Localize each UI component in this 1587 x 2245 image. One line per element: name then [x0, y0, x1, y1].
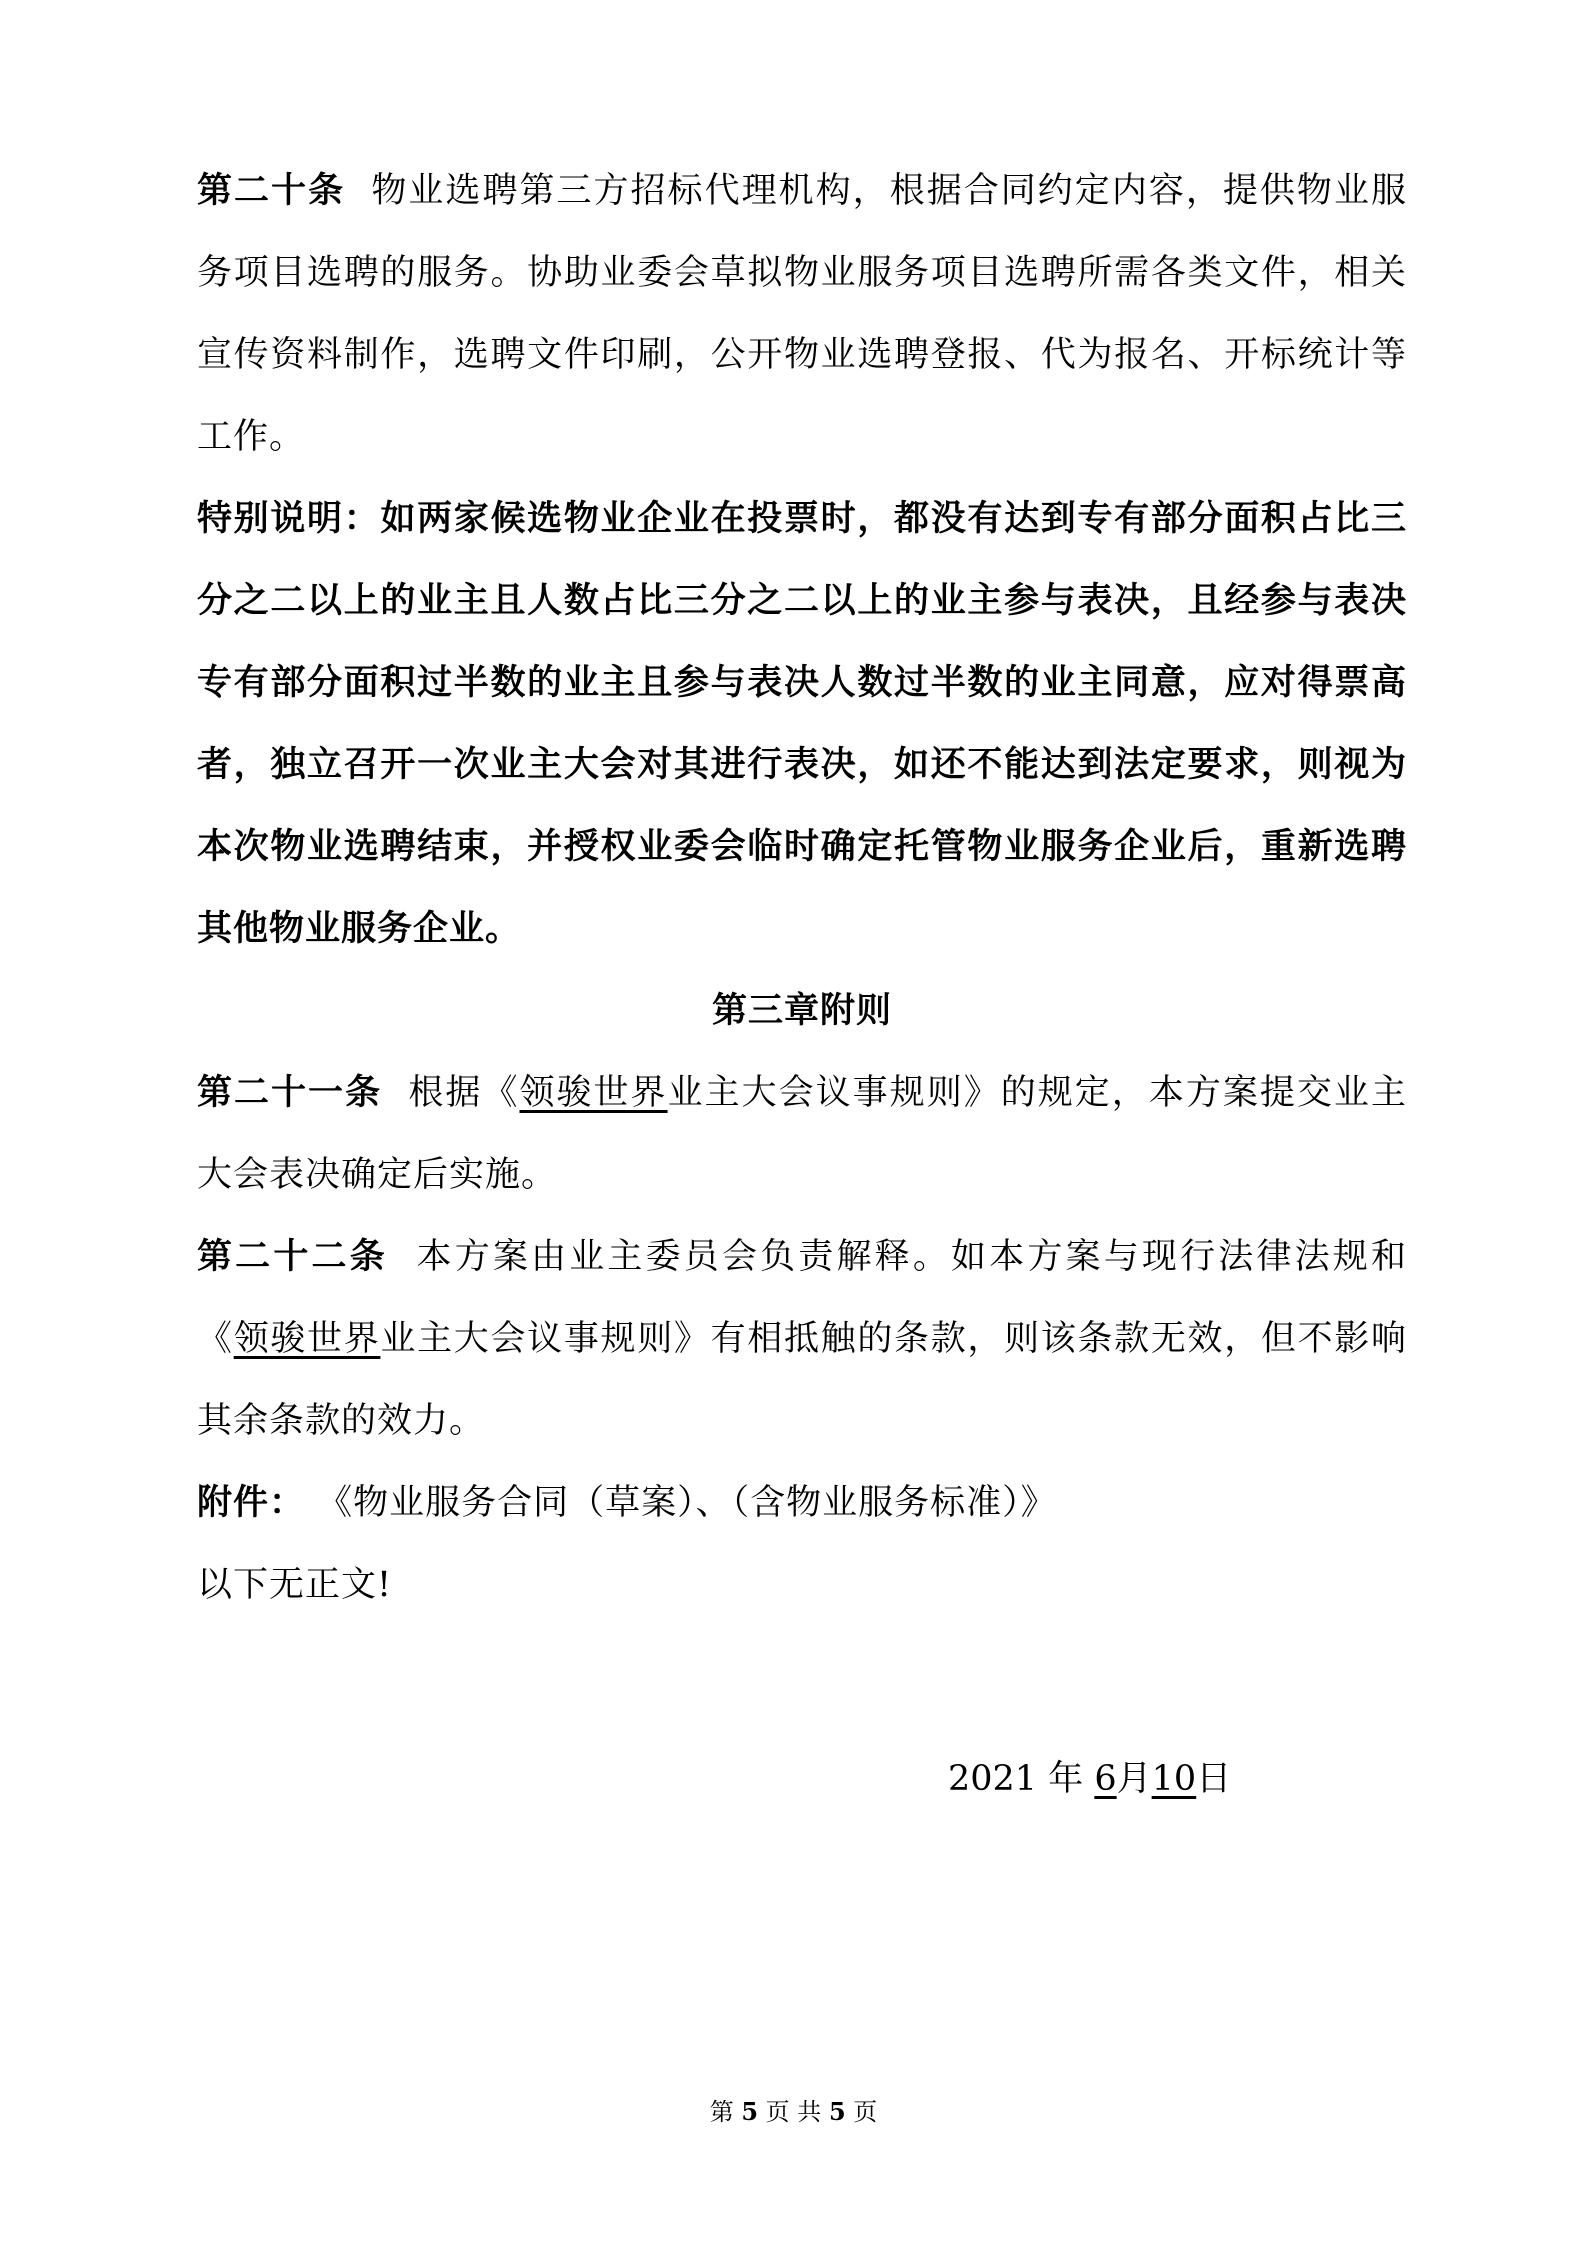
attachment — [197, 1462, 1407, 1544]
article-21-label: 第二十一条 — [197, 1072, 383, 1113]
date-day: 10 — [1151, 1759, 1197, 1799]
footer-pre: 第 — [709, 2098, 742, 2126]
special-note-text: 如两家候选物业企业在投票时，都没有达到专有部分面积占比三分之二以上的业主且人数占比三分之二以上的业主参与表决，且经参与表决专有部分面积过半数的业主且参与表决人数过半数的业主同意，应对得票高者，独立召开一次业主大会对其进行表决，如还不能达到法定要求，则视为本次物业选聘结束，并授权业委会临时确定托管物业服务企业后，重新选聘其他物业服务企业。 — [197, 498, 1407, 949]
article-22-text1: 本方案由业主委员会负责解释。如本方案与现行法律法规和 — [416, 1237, 1407, 1277]
special-note-label: 特别说明： — [197, 498, 381, 539]
document-date — [948, 1738, 1231, 1820]
article-20-text: 物业选聘第三方招标代理机构，根据合同约定内容，提供物业服务项目选聘的服务。协助业委会草拟物业服务项目选聘所需各类文件，相关宣传资料制作，选聘文件印刷，公开物业选聘登报、代为报名、开标统计等工作。 — [197, 171, 1407, 457]
article-21 — [197, 1052, 1407, 1216]
article-22 — [197, 1216, 1407, 1462]
article-22-label: 第二十二条 — [197, 1236, 388, 1277]
article-21-post: 业主大会议事规则》的规定，本方案提交业主大会表决确定后实施。 — [197, 1073, 1407, 1195]
article-21-pre: 根据《 — [408, 1073, 520, 1113]
article-22-pre: 《 — [197, 1319, 234, 1359]
footer-page-number: 5 — [741, 2097, 759, 2126]
footer-mid: 页 共 — [758, 2098, 829, 2126]
chapter-heading: 第三章附则 — [711, 990, 892, 1031]
article-21-community-name: 领骏世界 — [519, 1073, 668, 1113]
attachment-text: 《物业服务合同（草案）、（含物业服务标准）》 — [317, 1483, 1057, 1523]
footer-post: 页 — [845, 2098, 878, 2126]
footer-total-pages: 5 — [828, 2097, 846, 2126]
date-year-unit: 年 — [1037, 1759, 1095, 1799]
article-20 — [197, 150, 1407, 478]
attachment-label: 附件： — [197, 1482, 306, 1523]
date-day-unit: 日 — [1196, 1759, 1232, 1799]
document-body — [197, 150, 1407, 1626]
article-22-post: 业主大会议事规则》有相抵触的条款，则该条款无效，但不影响其余条款的效力。 — [197, 1319, 1407, 1441]
end-note: 以下无正文! — [197, 1565, 393, 1605]
date-month-unit: 月 — [1116, 1759, 1152, 1799]
article-20-label: 第二十条 — [197, 170, 346, 211]
date-year: 2021 — [948, 1759, 1038, 1799]
special-note — [197, 478, 1407, 970]
page-footer — [0, 2092, 1587, 2132]
date-month: 6 — [1094, 1759, 1117, 1799]
article-22-community-name: 领骏世界 — [233, 1319, 381, 1359]
